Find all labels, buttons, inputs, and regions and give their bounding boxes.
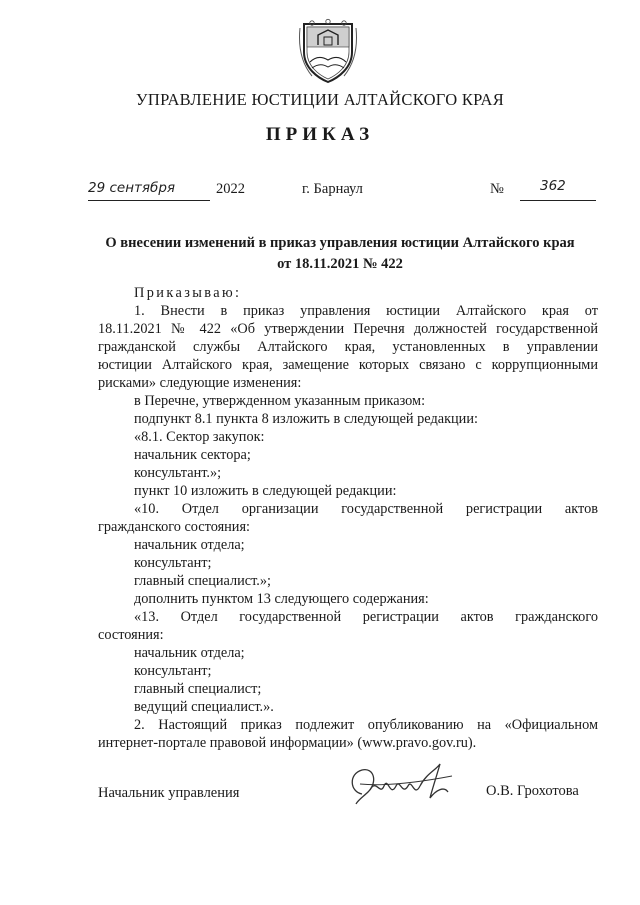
signer-position: Начальник управления bbox=[98, 785, 240, 801]
body-line: консультант; bbox=[134, 555, 212, 571]
paragraph-1-line: гражданской службы Алтайского края, установленных в управлении bbox=[98, 339, 598, 355]
handwritten-signature-icon bbox=[340, 756, 460, 816]
body-line: начальник отдела; bbox=[134, 645, 245, 661]
paragraph-1-line: 1. Внести в приказ управления юстиции Алтайского края от bbox=[134, 303, 598, 319]
signer-name: О.В. Грохотова bbox=[486, 783, 579, 799]
body-line: дополнить пунктом 13 следующего содержания: bbox=[134, 591, 429, 607]
number-handwritten: 362 bbox=[540, 178, 566, 194]
city: г. Барнаул bbox=[302, 181, 363, 197]
paragraph-1-line: рисками» следующие изменения: bbox=[98, 375, 302, 391]
body-line: подпункт 8.1 пункта 8 изложить в следующей редакции: bbox=[134, 411, 478, 427]
body-line: состояния: bbox=[98, 627, 164, 643]
paragraph-2-line: интернет-портале правовой информации» (www.pravo.gov.ru). bbox=[98, 735, 477, 751]
body-line: главный специалист; bbox=[134, 681, 262, 697]
paragraph-1-line: 18.11.2021 № 422 «Об утверждении Перечня должностей государственной bbox=[98, 321, 598, 337]
date-year: 2022 bbox=[216, 181, 245, 197]
body-line: «13. Отдел государственной регистрации актов гражданского bbox=[134, 609, 598, 625]
number-label: № bbox=[490, 181, 504, 197]
document-title: ПРИКАЗ bbox=[265, 124, 375, 145]
paragraph-1-line: юстиции Алтайского края, замещение которых связано с коррупционными bbox=[98, 357, 598, 373]
body-line: главный специалист.»; bbox=[134, 573, 271, 589]
number-underline bbox=[520, 200, 596, 201]
body-line: ведущий специалист.». bbox=[134, 699, 274, 715]
body-line: начальник отдела; bbox=[134, 537, 245, 553]
body-line: «10. Отдел организации государственной регистрации актов bbox=[134, 501, 598, 517]
organization-name: УПРАВЛЕНИЕ ЮСТИЦИИ АЛТАЙСКОГО КРАЯ bbox=[135, 90, 505, 109]
body-line: консультант.»; bbox=[134, 465, 222, 481]
orders-line: Приказываю: bbox=[134, 285, 242, 301]
body-line: консультант; bbox=[134, 663, 212, 679]
date-underline bbox=[88, 200, 210, 201]
body-line: пункт 10 изложить в следующей редакции: bbox=[134, 483, 397, 499]
document-heading: О внесении изменений в приказ управления юстиции Алтайского края от 18.11.2021 № 422 bbox=[105, 235, 575, 272]
date-handwritten: 29 сентября bbox=[88, 180, 176, 196]
body-line: «8.1. Сектор закупок: bbox=[134, 429, 265, 445]
body-line: гражданского состояния: bbox=[98, 519, 251, 535]
altai-coat-of-arms-icon bbox=[298, 18, 358, 84]
paragraph-2-line: 2. Настоящий приказ подлежит опубликованию на «Официальном bbox=[134, 717, 598, 733]
body-line: в Перечне, утвержденном указанным приказом: bbox=[134, 393, 426, 409]
body-line: начальник сектора; bbox=[134, 447, 251, 463]
